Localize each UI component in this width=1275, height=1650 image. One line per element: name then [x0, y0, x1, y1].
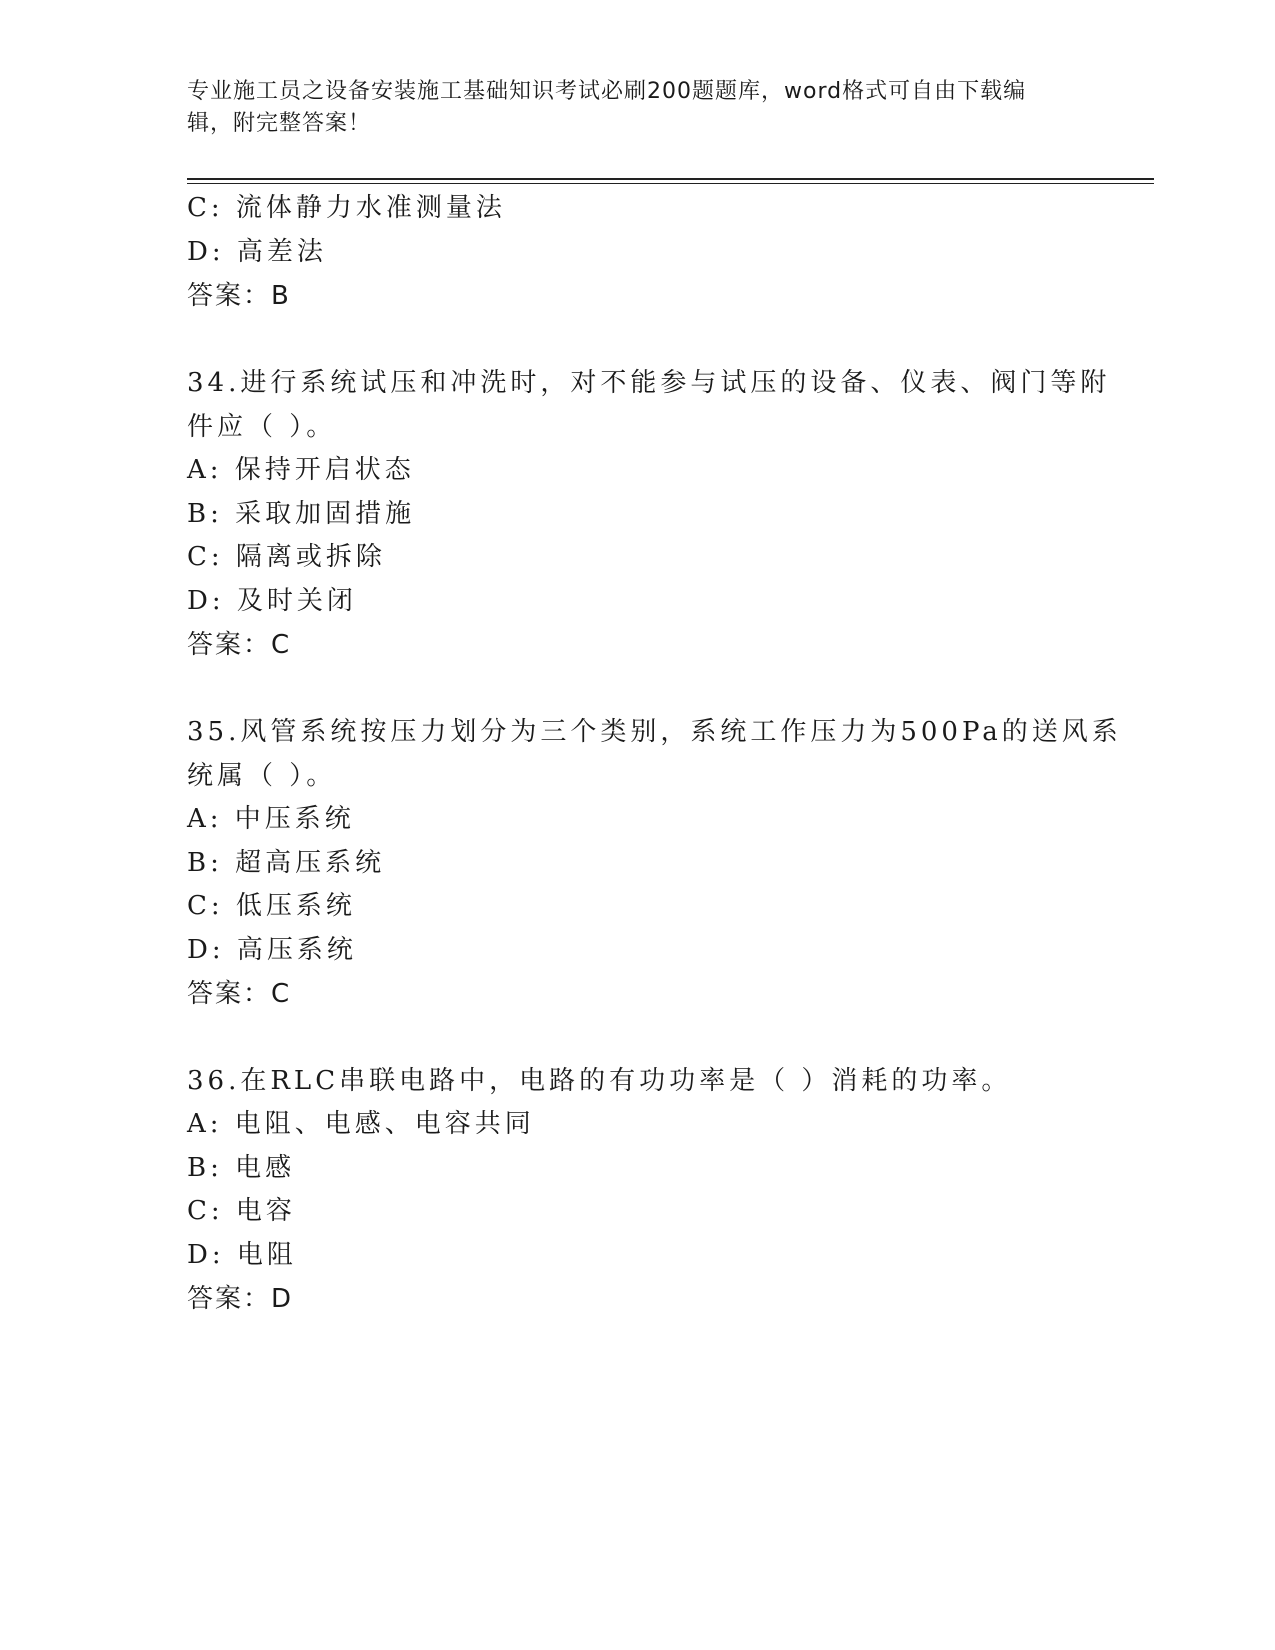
q34-option-b: B: 采取加固措施 [187, 499, 416, 529]
q35-option-b: B: 超高压系统 [187, 848, 386, 878]
q34-stem-line2: 件应（ ）。 [187, 412, 337, 442]
q36-option-c: C: 电容 [187, 1196, 296, 1226]
header-divider-thick [187, 178, 1154, 180]
q36-answer: 答案：D [187, 1284, 294, 1314]
q34-option-c: C: 隔离或拆除 [187, 542, 386, 572]
q35-stem-line1: 35.风管系统按压力划分为三个类别，系统工作压力为500Pa的送风系 [187, 717, 1122, 747]
q33-option-c: C: 流体静力水准测量法 [187, 193, 506, 223]
q36-stem-line1: 36.在RLC串联电路中，电路的有功功率是（ ）消耗的功率。 [187, 1066, 1012, 1096]
q34-answer: 答案：C [187, 630, 292, 660]
q34-option-d: D: 及时关闭 [187, 586, 357, 616]
q36-option-b: B: 电感 [187, 1153, 296, 1183]
header-divider-thin [187, 183, 1154, 184]
q35-answer: 答案：C [187, 979, 292, 1009]
q34-stem-line1: 34.进行系统试压和冲洗时，对不能参与试压的设备、仪表、阀门等附 [187, 368, 1111, 398]
q33-answer: 答案：B [187, 281, 291, 311]
q35-option-a: A: 中压系统 [187, 804, 355, 834]
q35-option-c: C: 低压系统 [187, 891, 356, 921]
q36-option-a: A: 电阻、电感、电容共同 [187, 1109, 535, 1139]
q35-option-d: D: 高压系统 [187, 935, 357, 965]
q35-stem-line2: 统属（ ）。 [187, 761, 337, 791]
q34-option-a: A: 保持开启状态 [187, 455, 415, 485]
document-header: 专业施工员之设备安装施工基础知识考试必刷200题题库，word格式可自由下载编辑，附完整答案！ [187, 79, 1027, 136]
q36-option-d: D: 电阻 [187, 1240, 297, 1270]
q33-option-d: D: 高差法 [187, 237, 327, 267]
